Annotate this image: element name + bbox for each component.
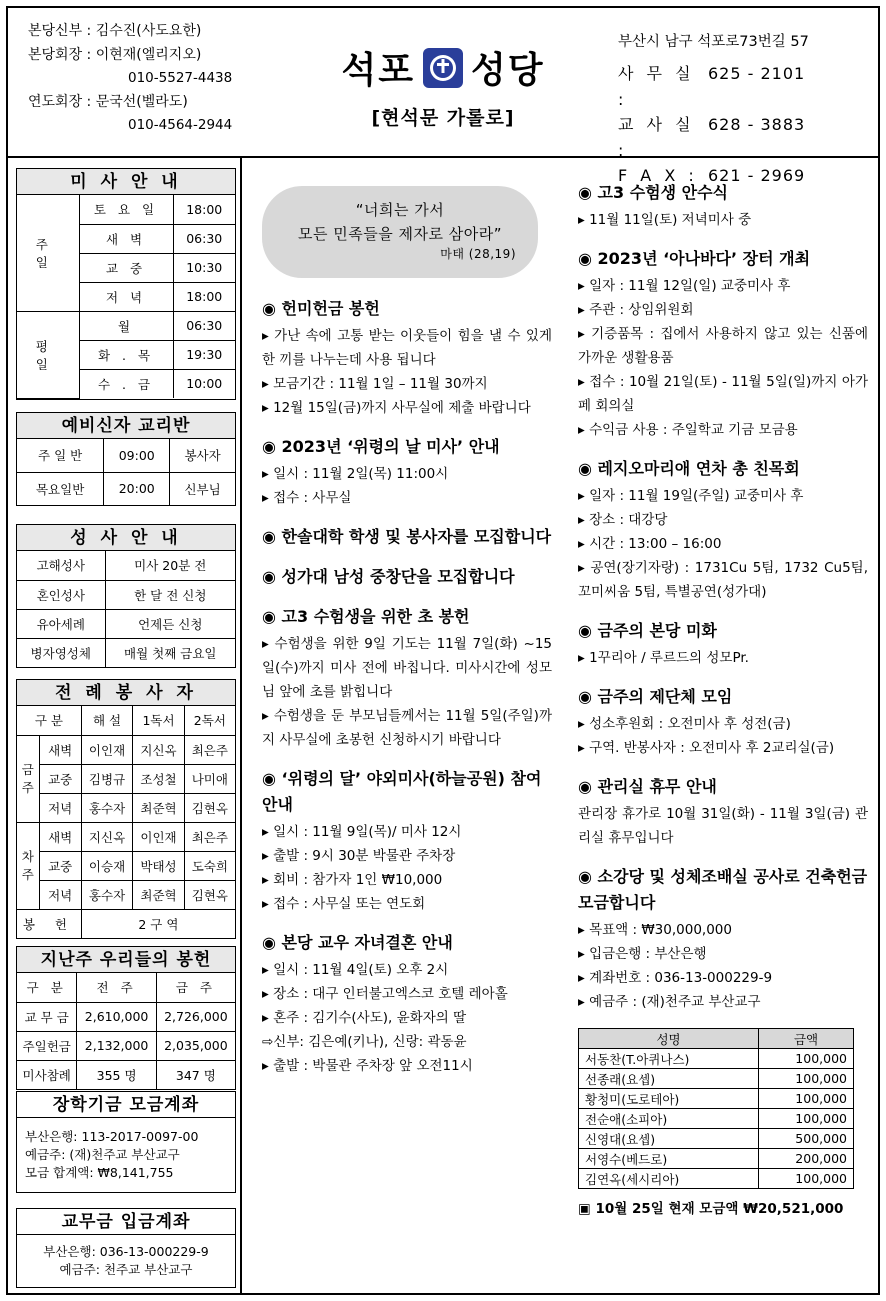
sacrament-timing: 미사 20분 전 (105, 551, 235, 580)
contact-label: 사 무 실 : (618, 64, 695, 109)
liturgy-cell: 지신옥 (81, 822, 132, 851)
mass-time: 18:00 (173, 195, 235, 224)
liturgy-header-cell: 구 분 (17, 706, 81, 735)
catechumen-row (17, 439, 235, 472)
liturgy-cell: 최은주 (184, 822, 235, 851)
collection-title: 지난주 우리들의 봉헌 (17, 947, 235, 973)
donor-amount: 100,000 (759, 1109, 854, 1129)
notice-item: ▸ 접수 : 사무실 (262, 486, 552, 510)
collection-table (17, 973, 235, 1089)
header-title-block (308, 42, 578, 130)
liturgy-cell: 김병규 (81, 764, 132, 793)
liturgy-cell: 최준혁 (133, 793, 184, 822)
donor-amount: 100,000 (759, 1089, 854, 1109)
liturgy-cell: 김현옥 (184, 880, 235, 909)
notice-heading: ◉ 한솔대학 학생 및 봉사자를 모집합니다 (262, 524, 552, 550)
notice-section (262, 930, 552, 1078)
clergy-line: 연도회장 : 문국선(벨라도) (28, 93, 188, 110)
notice-item: ▸ 접수 : 사무실 또는 연도회 (262, 892, 552, 916)
notice-section (578, 684, 868, 760)
notice-item: ▸ 예금주 : (재)천주교 부산교구 (578, 990, 868, 1014)
scholarship-line: 예금주: (재)천주교 부산교구 (25, 1147, 180, 1162)
verse-banner (262, 186, 538, 278)
notice-heading: ◉ 2023년 ‘아나바다’ 장터 개최 (578, 246, 868, 272)
liturgy-cell: 도숙희 (184, 851, 235, 880)
notice-heading: ◉ 금주의 본당 미화 (578, 618, 868, 644)
liturgy-cell: 최준혁 (133, 880, 184, 909)
verse-source: 마태 (28,19) (440, 247, 516, 261)
donor-name: 신영대(요셉) (579, 1129, 759, 1149)
donor-name: 서영수(베드로) (579, 1149, 759, 1169)
mass-time: 18:00 (173, 282, 235, 311)
notice-heading: ◉ 금주의 제단체 모임 (578, 684, 868, 710)
collection-row (17, 1060, 235, 1089)
liturgy-cell: 지신옥 (133, 735, 184, 764)
collection-cell: 2,610,000 (77, 1002, 156, 1031)
liturgy-cell: 이인재 (81, 735, 132, 764)
notice-heading: ◉ 본당 교우 자녀결혼 안내 (262, 930, 552, 956)
donor-name: 전순애(소피아) (579, 1109, 759, 1129)
dues-box (16, 1208, 236, 1288)
donor-amount: 100,000 (759, 1169, 854, 1189)
mass-group-label: 평 일 (17, 311, 79, 398)
collection-cell: 주일헌금 (17, 1031, 77, 1060)
church-name (308, 42, 578, 93)
notice-heading: ◉ ‘위령의 달’ 야외미사(하늘공원) 참여 안내 (262, 766, 552, 818)
liturgy-row (17, 851, 235, 880)
notice-section (578, 456, 868, 604)
notice-item: ▸ 공연(장기자랑) : 1731Cu 5팀, 1732 Cu5팀, 꼬미씨움 5팀, 특별공연(성가대) (578, 556, 868, 604)
notice-item: ▸ 시간 : 13:00 – 16:00 (578, 532, 868, 556)
sacrament-row (17, 609, 235, 638)
verse-line-1: “너희는 가서 (355, 201, 445, 219)
donor-name: 황청미(도로테아) (579, 1089, 759, 1109)
collection-header-cell: 구 분 (17, 973, 77, 1002)
collection-row (17, 1031, 235, 1060)
donor-amount: 500,000 (759, 1129, 854, 1149)
catechumen-title: 예비신자 교리반 (17, 413, 235, 439)
notice-item: ▸ 일자 : 11월 19일(주일) 교중미사 후 (578, 484, 868, 508)
dues-title: 교무금 입금계좌 (17, 1209, 235, 1235)
column-left (262, 186, 552, 1092)
clergy-line: 010-5527-4438 (128, 70, 233, 86)
collection-cell: 2,726,000 (156, 1002, 235, 1031)
liturgy-cell: 홍수자 (81, 880, 132, 909)
catechumen-table (17, 439, 235, 505)
notice-heading: ◉ 고3 수험생 안수식 (578, 180, 868, 206)
mass-schedule-title: 미 사 안 내 (17, 169, 235, 195)
liturgy-cell: 최은주 (184, 735, 235, 764)
notice-item: ▸ 모금기간 : 11월 1일 – 11월 30까지 (262, 372, 552, 396)
address: 부산시 남구 석포로73번길 57 (618, 34, 809, 50)
notice-item: ▸ 회비 : 참가자 1인 ₩10,000 (262, 868, 552, 892)
liturgy-row (17, 764, 235, 793)
collection-cell: 2,132,000 (77, 1031, 156, 1060)
donor-name: 선종래(요셉) (579, 1069, 759, 1089)
donor-amount: 100,000 (759, 1069, 854, 1089)
liturgy-header-row (17, 706, 235, 735)
notice-item: ▸ 목표액 : ₩30,000,000 (578, 918, 868, 942)
liturgy-table (17, 706, 235, 938)
mass-row (17, 311, 235, 340)
liturgy-header-cell: 해 설 (81, 706, 132, 735)
patron-subtitle: [현석문 가롤로] (371, 107, 515, 129)
scholarship-box (16, 1091, 236, 1193)
donation-total: ▣ 10월 25일 현재 모금액 ₩20,521,000 (578, 1197, 868, 1217)
donor-row (579, 1049, 854, 1069)
mass-time: 06:30 (173, 224, 235, 253)
notice-heading: ◉ 레지오마리애 연차 총 친목회 (578, 456, 868, 482)
liturgy-cell: 홍수자 (81, 793, 132, 822)
contact-label: 교 사 실 : (618, 115, 695, 160)
notice-item: ▸ 가난 속에 고통 받는 이웃들이 힘을 낼 수 있게 한 끼를 나누는데 사용 됩니다 (262, 324, 552, 372)
catechumen-row (17, 472, 235, 505)
liturgy-row (17, 793, 235, 822)
catechumen-time: 20:00 (104, 472, 170, 505)
donor-row (579, 1149, 854, 1169)
liturgy-row (17, 735, 235, 764)
notice-item: ▸ 장소 : 대구 인터불고엑스코 호텔 레아홀 (262, 982, 552, 1006)
notice-item: ▸ 수험생을 둔 부모님들께서는 11월 5일(주일)까지 사무실에 초봉헌 신청하시기 바랍니다 (262, 704, 552, 752)
liturgy-cell: 나미애 (184, 764, 235, 793)
collection-cell: 미사참례 (17, 1060, 77, 1089)
sacrament-timing: 한 달 전 신청 (105, 580, 235, 609)
notice-item: ▸ 일자 : 11월 12일(일) 교중미사 후 (578, 274, 868, 298)
mass-time: 19:30 (173, 340, 235, 369)
contact-line (618, 112, 848, 163)
liturgy-header-cell: 2독서 (184, 706, 235, 735)
catechumen-who: 신부님 (170, 472, 235, 505)
scholarship-line: 부산은행: 113-2017-0097-00 (25, 1129, 199, 1144)
donor-name: 서동찬(T.아퀴나스) (579, 1049, 759, 1069)
collection-header-cell: 전 주 (77, 973, 156, 1002)
mass-day: 교 중 (79, 253, 173, 282)
liturgy-cell: 교중 (39, 851, 81, 880)
liturgy-cell: 이인재 (133, 822, 184, 851)
church-logo-icon (423, 48, 463, 88)
liturgy-cell: 새벽 (39, 735, 81, 764)
notice-item: ▸ 1꾸리아 / 루르드의 성모Pr. (578, 646, 868, 670)
notice-section (578, 618, 868, 670)
liturgy-cell: 조성철 (133, 764, 184, 793)
collection-cell: 347 명 (156, 1060, 235, 1089)
liturgy-week-label: 차주 (17, 822, 39, 909)
notice-item: ▸ 일시 : 11월 4일(토) 오후 2시 (262, 958, 552, 982)
donor-row (579, 1069, 854, 1089)
header-clergy-info (28, 20, 232, 138)
liturgy-cell: 이승재 (81, 851, 132, 880)
notice-item: ⇨신부: 김은예(키나), 신랑: 곽동윤 (262, 1034, 467, 1050)
mass-day: 수 . 금 (79, 369, 173, 398)
collection-box (16, 946, 236, 1090)
main-content (244, 158, 878, 1293)
clergy-line: 010-4564-2944 (128, 117, 233, 133)
mass-time: 10:30 (173, 253, 235, 282)
contact-label: F A X : (618, 166, 698, 185)
notice-section (262, 296, 552, 420)
dues-line: 부산은행: 036-13-000229-9 (43, 1244, 209, 1259)
notice-heading: ◉ 고3 수험생을 위한 초 봉헌 (262, 604, 552, 630)
notice-item: ▸ 수익금 사용 : 주일학교 기금 모금용 (578, 418, 868, 442)
sacrament-box (16, 524, 236, 668)
scholarship-account (17, 1118, 235, 1192)
catechumen-box (16, 412, 236, 506)
notice-section (262, 524, 552, 550)
sacrament-name: 혼인성사 (17, 580, 105, 609)
notice-item: ▸ 주관 : 상임위원회 (578, 298, 868, 322)
notice-item: ▸ 입금은행 : 부산은행 (578, 942, 868, 966)
donor-row (579, 1169, 854, 1189)
donor-header-cell: 금액 (759, 1029, 854, 1049)
contact-line (618, 61, 848, 112)
mass-day: 저 녁 (79, 282, 173, 311)
column-right (578, 180, 868, 1217)
donor-table (578, 1028, 854, 1189)
clergy-line: 본당신부 : 김수진(사도요한) (28, 23, 202, 39)
sacrament-title: 성 사 안 내 (17, 525, 235, 551)
contact-number: 625 - 2101 (708, 64, 806, 83)
notice-heading: ◉ 관리실 휴무 안내 (578, 774, 868, 800)
scholarship-title: 장학기금 모금계좌 (17, 1092, 235, 1118)
contact-number: 621 - 2969 (708, 166, 806, 185)
liturgy-cell: 교중 (39, 764, 81, 793)
notice-heading: ◉ 소강당 및 성체조배실 공사로 건축헌금 모금합니다 (578, 864, 868, 916)
notice-item: ▸ 구역. 반봉사자 : 오전미사 후 2교리실(금) (578, 736, 868, 760)
mass-day: 토 요 일 (79, 195, 173, 224)
sacrament-name: 고해성사 (17, 551, 105, 580)
mass-day: 새 벽 (79, 224, 173, 253)
bulletin-page (6, 6, 880, 1295)
catechumen-day: 주 일 반 (17, 439, 104, 472)
collection-header-row (17, 973, 235, 1002)
liturgy-cell: 박태성 (133, 851, 184, 880)
liturgy-row (17, 822, 235, 851)
notice-heading: ◉ 성가대 남성 중창단을 모집합니다 (262, 564, 552, 590)
church-name-right: 성당 (471, 50, 545, 91)
notice-section (578, 864, 868, 1014)
notice-section (262, 434, 552, 510)
sacrament-row (17, 580, 235, 609)
notice-item: ▸ 12월 15일(금)까지 사무실에 제출 바랍니다 (262, 396, 552, 420)
donor-row (579, 1089, 854, 1109)
donor-row (579, 1129, 854, 1149)
collection-cell: 355 명 (77, 1060, 156, 1089)
liturgy-week-label: 금주 (17, 735, 39, 822)
donor-amount: 200,000 (759, 1149, 854, 1169)
clergy-line: 본당회장 : 이현재(엘리지오) (28, 46, 202, 63)
sacrament-name: 병자영성체 (17, 638, 105, 667)
notice-item: ▸ 성소후원회 : 오전미사 후 성전(금) (578, 712, 868, 736)
notice-item: 관리장 휴가로 10월 31일(화) - 11월 3일(금) 관리실 휴무입니다 (578, 806, 868, 846)
contact-number: 628 - 3883 (708, 115, 806, 134)
sacrament-row (17, 638, 235, 667)
notice-section (578, 246, 868, 442)
sacrament-timing: 언제든 신청 (105, 609, 235, 638)
offering-value: 2 구 역 (81, 909, 235, 938)
catechumen-day: 목요일반 (17, 472, 104, 505)
donor-header-row (579, 1029, 854, 1049)
notice-item: ▸ 계좌번호 : 036-13-000229-9 (578, 966, 868, 990)
mass-row (17, 195, 235, 224)
notice-section (578, 180, 868, 232)
collection-cell: 교 무 금 (17, 1002, 77, 1031)
donor-row (579, 1109, 854, 1129)
notice-item: ▸ 11월 11일(토) 저녁미사 중 (578, 208, 868, 232)
notice-item: ▸ 장소 : 대강당 (578, 508, 868, 532)
liturgy-cell: 저녁 (39, 880, 81, 909)
church-name-left: 석포 (341, 50, 415, 91)
notice-item: ▸ 일시 : 11월 9일(목)/ 미사 12시 (262, 820, 552, 844)
notice-item: ▸ 접수 : 10월 21일(토) - 11월 5일(일)까지 아가페 회의실 (578, 370, 868, 418)
liturgy-cell: 김현옥 (184, 793, 235, 822)
collection-cell: 2,035,000 (156, 1031, 235, 1060)
donor-header-cell: 성명 (579, 1029, 759, 1049)
liturgy-cell: 새벽 (39, 822, 81, 851)
notice-section (262, 604, 552, 752)
mass-schedule-table (17, 195, 235, 399)
mass-schedule-box (16, 168, 236, 400)
liturgy-title: 전 례 봉 사 자 (17, 680, 235, 706)
dues-account (17, 1235, 235, 1287)
mass-day: 월 (79, 311, 173, 340)
notice-item: ▸ 혼주 : 김기수(사도), 윤화자의 딸 (262, 1006, 552, 1030)
collection-header-cell: 금 주 (156, 973, 235, 1002)
left-sidebar (8, 158, 242, 1293)
mass-day: 화 . 목 (79, 340, 173, 369)
notice-section (578, 774, 868, 850)
sacrament-timing: 매월 첫째 금요일 (105, 638, 235, 667)
sacrament-name: 유아세례 (17, 609, 105, 638)
notice-section (262, 766, 552, 916)
liturgy-cell: 저녁 (39, 793, 81, 822)
donor-name: 김연옥(세시리아) (579, 1169, 759, 1189)
mass-time: 06:30 (173, 311, 235, 340)
mass-time: 10:00 (173, 369, 235, 398)
dues-line: 예금주: 천주교 부산교구 (59, 1262, 193, 1277)
liturgy-row (17, 880, 235, 909)
liturgy-offering-row (17, 909, 235, 938)
notice-item: ▸ 일시 : 11월 2일(목) 11:00시 (262, 462, 552, 486)
notice-item: ▸ 출발 : 9시 30분 박물관 주차장 (262, 844, 552, 868)
scholarship-line: 모금 합계액: ₩8,141,755 (25, 1165, 174, 1180)
sacrament-row (17, 551, 235, 580)
catechumen-who: 봉사자 (170, 439, 235, 472)
mass-group-label: 주 일 (17, 195, 79, 311)
notice-section (262, 564, 552, 590)
notice-heading: ◉ 헌미헌금 봉헌 (262, 296, 552, 322)
notice-item: ▸ 기증품목 : 집에서 사용하지 않고 있는 신품에 가까운 생활용품 (578, 322, 868, 370)
liturgy-box (16, 679, 236, 939)
notice-heading: ◉ 2023년 ‘위령의 날 미사’ 안내 (262, 434, 552, 460)
verse-line-2: 모든 민족들을 제자로 삼아라” (298, 225, 502, 243)
liturgy-header-cell: 1독서 (133, 706, 184, 735)
sacrament-table (17, 551, 235, 667)
collection-row (17, 1002, 235, 1031)
notice-item: ▸ 수험생을 위한 9일 기도는 11월 7일(화) ~15일(수)까지 미사 전에 바칩니다. 미사시간에 성모님 앞에 초를 밝힙니다 (262, 632, 552, 704)
donor-amount: 100,000 (759, 1049, 854, 1069)
catechumen-time: 09:00 (104, 439, 170, 472)
offering-label: 봉 헌 (17, 909, 81, 938)
notice-item: ▸ 출발 : 박물관 주차장 앞 오전11시 (262, 1054, 552, 1078)
